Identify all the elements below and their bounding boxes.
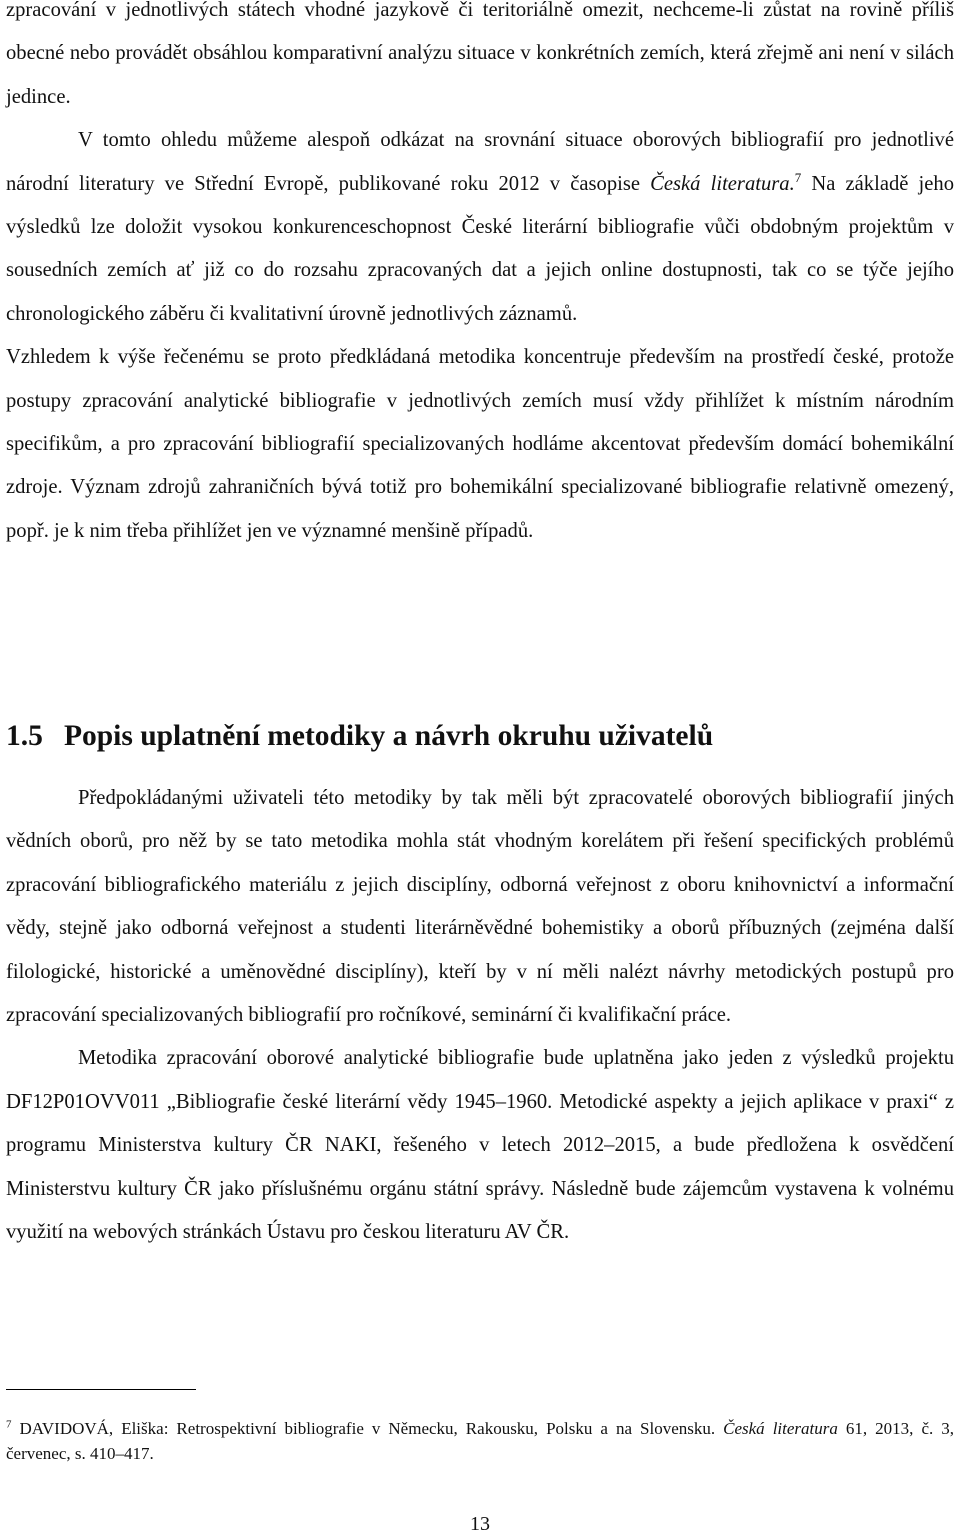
text-run: V tomto ohledu můžeme alespoň odkázat na srovnání situace oborových bibliografií pro jednotlivé národní literatury ve Střední Evropě, publikované roku 2012 v časopise <box>6 129 954 195</box>
paragraph: Předpokládanými uživateli této metodiky by tak měli být zpracovatelé oborových bibliografií jiných vědních oborů, pro něž by se tato metodika mohla stát vhodným korelátem při řešení specifických problémů zpracování bibliografického materiálu z jejich disciplíny, odborná veřejnost z oboru knihovnictví a informační vědy, stejně jako odborná veřejnost a studenti literárněvědné bohemistiky a oborů příbuzných (zejména další filologické, historické a uměnovědné disciplíny), kteří by v ní měli nalézt návrhy metodických postupů pro zpracování specializovaných bibliografií pro ročníkové, seminární či kvalifikační práce. <box>6 787 954 1027</box>
footnote-journal: Česká literatura <box>723 1419 838 1438</box>
section-text-block <box>6 777 954 1254</box>
body-text-block <box>6 0 954 553</box>
footnote-separator <box>6 1389 196 1390</box>
journal-title: Česká literatura. <box>650 172 795 195</box>
section-number: 1.5 <box>6 720 43 752</box>
section-title: Popis uplatnění metodiky a návrh okruhu uživatelů <box>64 720 714 752</box>
paragraph: Metodika zpracování oborové analytické bibliografie bude uplatněna jako jeden z výsledků projektu DF12P01OVV011 „Bibliografie české literární vědy 1945–1960. Metodické aspekty a jejich aplikace v praxi“ z programu Ministerstva kultury ČR NAKI, řešeného v letech 2012–2015, a bude předložena k osvědčení Ministerstvu kultury ČR jako příslušnému orgánu státní správy. Následně bude zájemcům vystavena k volnému využití na webových stránkách Ústavu pro českou literaturu AV ČR. <box>6 1047 954 1244</box>
footnote-reference[interactable]: 7 <box>794 169 802 185</box>
text-run: Na základě jeho výsledků lze doložit vysokou konkurenceschopnost České literární bibliografie vůči obdobným projektům v sousedních zemích ať již co do rozsahu zpracovaných dat a jejich online dostupnosti, tak co se týče jejího chronologického záběru či kvalitativní úrovně jednotlivých záznamů. <box>6 172 955 325</box>
paragraph <box>6 119 954 336</box>
footnote <box>6 1416 954 1466</box>
page-number: 13 <box>470 1513 490 1535</box>
footnote-text: DAVIDOVÁ, Eliška: Retrospektivní bibliografie v Německu, Rakousku, Polsku a na Slovensku. <box>11 1419 724 1438</box>
footnote-mark: 7 <box>6 1418 12 1431</box>
section-heading <box>6 718 713 754</box>
paragraph: zpracování v jednotlivých státech vhodné jazykově či teritoriálně omezit, nechceme-li zůstat na rovině příliš obecné nebo provádět obsáhlou komparativní analýzu situace v konkrétních zemích, která zřejmě ani není v silách jedince. <box>6 0 954 108</box>
paragraph: Vzhledem k výše řečenému se proto předkládaná metodika koncentruje především na prostředí české, protože postupy zpracování analytické bibliografie v jednotlivých zemích musí vždy přihlížet k místním národním specifikům, a pro zpracování bibliografií specializovaných hodláme akcentovat především domácí bohemikální zdroje. Význam zdrojů zahraničních bývá totiž pro bohemikální specializované bibliografie relativně omezený, popř. je k nim třeba přihlížet jen ve významné menšině případů. <box>6 346 954 542</box>
footnote-text: 61, 2013, č. 3, červenec, s. 410–417. <box>6 1419 955 1463</box>
